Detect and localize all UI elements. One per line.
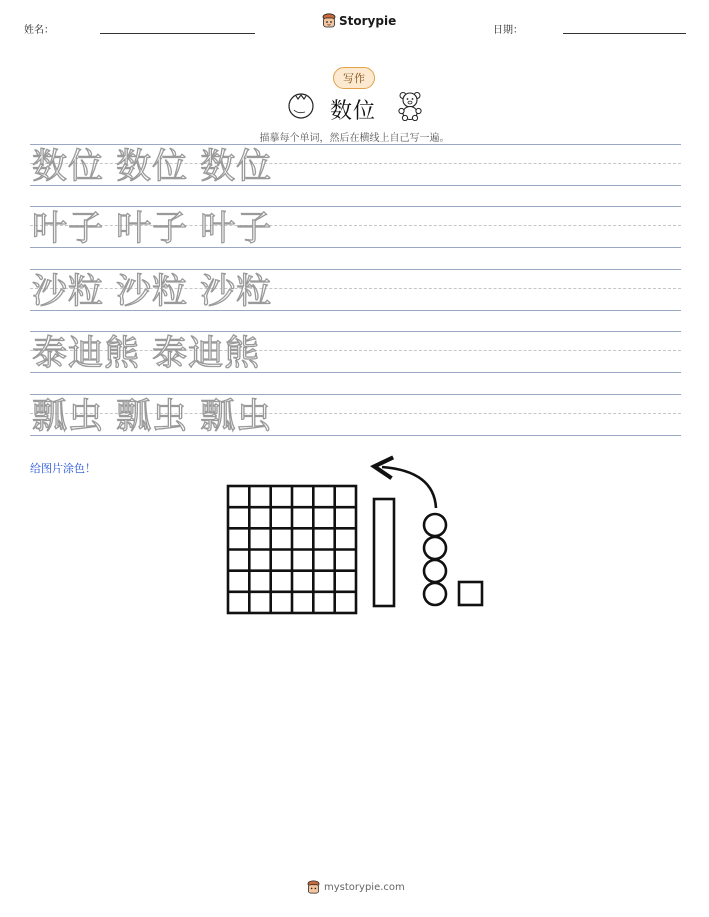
name-line[interactable] <box>100 33 255 34</box>
brand-name: Storypie <box>339 14 397 28</box>
footer-url[interactable]: mystorypie.com <box>324 882 405 893</box>
ones-circles <box>424 514 446 605</box>
color-prompt: 给图片涂色！ <box>30 462 96 475</box>
tens-rod <box>374 499 394 606</box>
trace-text: 数位 数位 数位 <box>32 147 273 187</box>
date-label: 日期： <box>493 25 523 36</box>
trace-text: 叶子 叶子 叶子 <box>32 209 273 249</box>
trace-text: 泰迪熊 泰迪熊 <box>32 334 261 374</box>
category-tag: 写作 <box>333 67 375 89</box>
brand-logo <box>322 13 396 29</box>
pie-mascot-icon <box>307 880 320 895</box>
hundreds-grid <box>228 486 356 613</box>
pie-mascot-icon <box>322 13 336 29</box>
arrow-icon <box>382 467 436 508</box>
unit-square <box>459 582 482 605</box>
trace-text: 沙粒 沙粒 沙粒 <box>32 272 273 312</box>
name-label: 姓名： <box>24 25 54 36</box>
blueberry-icon <box>285 90 317 120</box>
date-line[interactable] <box>563 33 686 34</box>
practice-row[interactable] <box>30 144 681 186</box>
footer <box>307 880 405 895</box>
page-title: 数位 <box>330 99 377 124</box>
instruction-text: 描摹每个单词，然后在横线上自己写一遍。 <box>259 133 450 144</box>
practice-row[interactable] <box>30 331 681 373</box>
teddy-bear-icon <box>397 91 423 121</box>
practice-row[interactable] <box>30 269 681 311</box>
trace-text: 瓢虫 瓢虫 瓢虫 <box>32 397 273 437</box>
practice-row[interactable] <box>30 206 681 248</box>
place-value-blocks-icon[interactable] <box>220 455 495 615</box>
practice-row[interactable] <box>30 394 681 436</box>
